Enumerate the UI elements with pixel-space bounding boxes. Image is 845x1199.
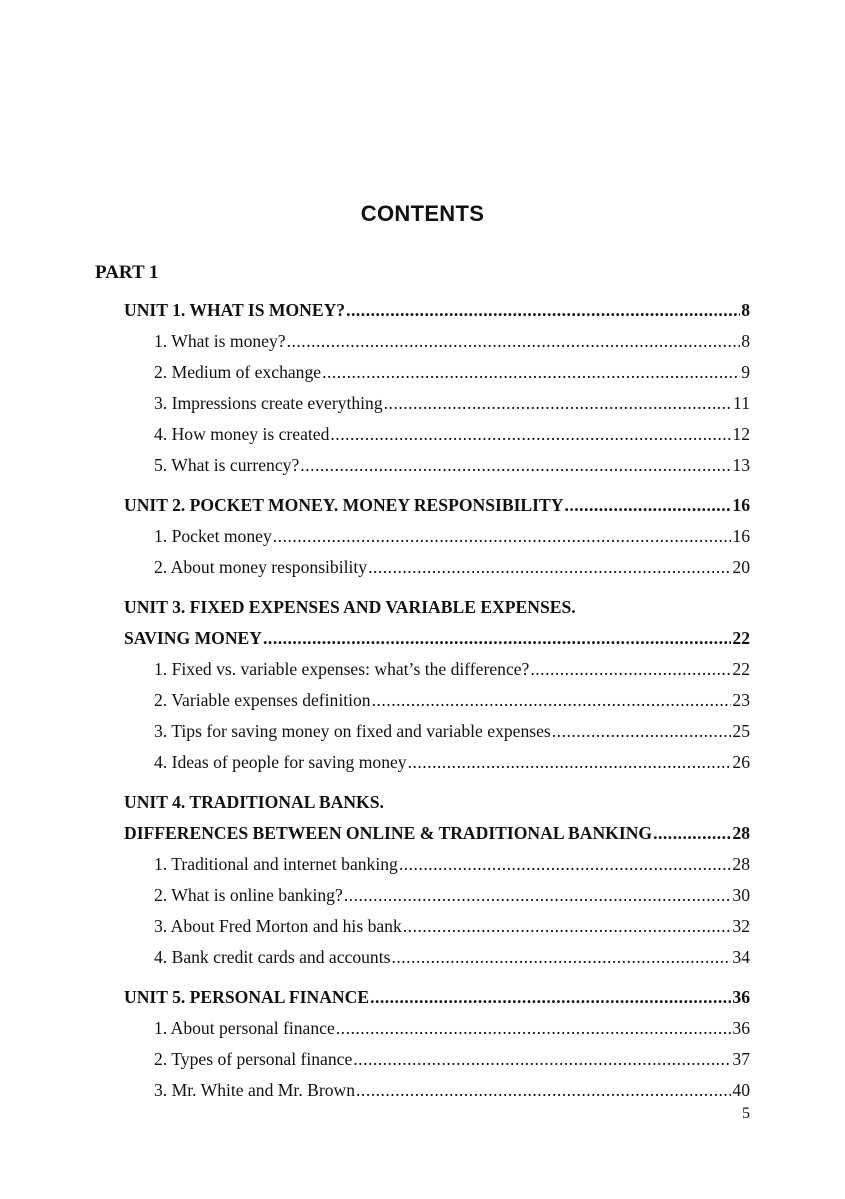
dot-leader: [300, 452, 731, 478]
toc-entry[interactable]: [154, 687, 750, 713]
toc-unit-title: DIFFERENCES BETWEEN ONLINE & TRADITIONAL BANKING: [124, 823, 653, 843]
toc-page-number: 36: [732, 987, 750, 1007]
toc-entry-title: 1. What is money?: [154, 331, 286, 351]
dot-leader: [370, 984, 731, 1010]
toc-page-number: 16: [732, 526, 750, 546]
toc-unit-heading[interactable]: [124, 625, 750, 651]
toc-entry-title: 1. About personal finance: [154, 1018, 335, 1038]
dot-leader: [399, 851, 732, 877]
dot-leader: [391, 944, 731, 970]
toc-entry-title: 3. About Fred Morton and his bank: [154, 916, 402, 936]
toc-unit-title: UNIT 1. WHAT IS MONEY?: [124, 300, 346, 320]
dot-leader: [403, 913, 732, 939]
toc-page-number: 36: [732, 1018, 750, 1038]
toc-entry[interactable]: [154, 1077, 750, 1103]
dot-leader: [372, 687, 732, 713]
toc-page-number: 22: [732, 659, 750, 679]
toc-unit-title: UNIT 2. POCKET MONEY. MONEY RESPONSIBILITY: [124, 495, 564, 515]
toc-entry-title: 3. Tips for saving money on fixed and variable expenses: [154, 721, 551, 741]
toc-page-number: 26: [732, 752, 750, 772]
toc-page-number: 40: [732, 1080, 750, 1100]
toc-page-number: 34: [732, 947, 750, 967]
toc-entry-title: 2. Variable expenses definition: [154, 690, 371, 710]
dot-leader: [346, 297, 740, 323]
toc-unit-heading[interactable]: [124, 594, 750, 620]
toc-unit-title: UNIT 5. PERSONAL FINANCE: [124, 987, 370, 1007]
toc-unit-title: UNIT 4. TRADITIONAL BANKS.: [124, 792, 384, 812]
toc-entry[interactable]: [154, 851, 750, 877]
toc-unit-heading[interactable]: [124, 297, 750, 323]
dot-leader: [263, 625, 731, 651]
toc-entry[interactable]: [154, 882, 750, 908]
dot-leader: [336, 1015, 732, 1041]
toc-page-number: 23: [732, 690, 750, 710]
toc-page-number: 8: [741, 331, 750, 351]
toc-page-number: 9: [741, 362, 750, 382]
toc-unit-heading[interactable]: [124, 789, 750, 815]
toc-entry[interactable]: [154, 656, 750, 682]
dot-leader: [384, 390, 732, 416]
toc-entry-title: 1. Traditional and internet banking: [154, 854, 398, 874]
toc-page-number: 28: [732, 854, 750, 874]
toc-page-number: 32: [732, 916, 750, 936]
dot-leader: [653, 820, 731, 846]
toc-unit-heading[interactable]: [124, 984, 750, 1010]
part-heading: PART 1: [95, 262, 159, 283]
dot-leader: [356, 1077, 731, 1103]
toc-entry[interactable]: [154, 452, 750, 478]
toc-entry-title: 4. Ideas of people for saving money: [154, 752, 407, 772]
dot-leader: [322, 359, 740, 385]
toc-entry-title: 5. What is currency?: [154, 455, 300, 475]
toc-entry-title: 1. Pocket money: [154, 526, 272, 546]
toc-entry[interactable]: [154, 554, 750, 580]
dot-leader: [344, 882, 732, 908]
toc-unit-title: SAVING MONEY: [124, 628, 263, 648]
toc-page-number: 25: [732, 721, 750, 741]
toc-unit-title: UNIT 3. FIXED EXPENSES AND VARIABLE EXPENSES.: [124, 597, 576, 617]
toc-entry-title: 2. Medium of exchange: [154, 362, 322, 382]
page-title: CONTENTS: [360, 201, 485, 226]
toc-page-number: 13: [732, 455, 750, 475]
dot-leader: [353, 1046, 731, 1072]
toc-entry[interactable]: [154, 749, 750, 775]
dot-leader: [330, 421, 731, 447]
dot-leader: [408, 749, 732, 775]
toc-entry-title: 4. How money is created: [154, 424, 330, 444]
toc-entry[interactable]: [154, 523, 750, 549]
toc-entry-title: 4. Bank credit cards and accounts: [154, 947, 391, 967]
toc-entry-title: 2. Types of personal finance: [154, 1049, 353, 1069]
page-number: 5: [742, 1105, 750, 1122]
toc-entry-title: 1. Fixed vs. variable expenses: what’s the difference?: [154, 659, 530, 679]
toc-page-number: 12: [732, 424, 750, 444]
dot-leader: [273, 523, 732, 549]
toc-entry[interactable]: [154, 913, 750, 939]
toc-page-number: 11: [733, 393, 750, 413]
dot-leader: [287, 328, 741, 354]
toc-entry[interactable]: [154, 944, 750, 970]
dot-leader: [368, 554, 731, 580]
toc-entry[interactable]: [154, 1046, 750, 1072]
toc-entry[interactable]: [154, 390, 750, 416]
toc-page-number: 22: [732, 628, 750, 648]
toc-entry[interactable]: [154, 1015, 750, 1041]
toc-entry-title: 3. Mr. White and Mr. Brown: [154, 1080, 356, 1100]
toc-unit-heading[interactable]: [124, 820, 750, 846]
toc-page-number: 8: [741, 300, 750, 320]
dot-leader: [530, 656, 731, 682]
toc-page-number: 37: [732, 1049, 750, 1069]
toc-page-number: 20: [732, 557, 750, 577]
toc-entry[interactable]: [154, 359, 750, 385]
toc-entry[interactable]: [154, 421, 750, 447]
toc-page-number: 16: [732, 495, 750, 515]
toc-entry[interactable]: [154, 328, 750, 354]
dot-leader: [564, 492, 731, 518]
toc-page-number: 30: [732, 885, 750, 905]
toc-entry[interactable]: [154, 718, 750, 744]
toc-entry-title: 2. What is online banking?: [154, 885, 343, 905]
dot-leader: [552, 718, 732, 744]
toc-unit-heading[interactable]: [124, 492, 750, 518]
toc-page-number: 28: [732, 823, 750, 843]
toc-entry-title: 3. Impressions create everything: [154, 393, 383, 413]
toc-entry-title: 2. About money responsibility: [154, 557, 368, 577]
